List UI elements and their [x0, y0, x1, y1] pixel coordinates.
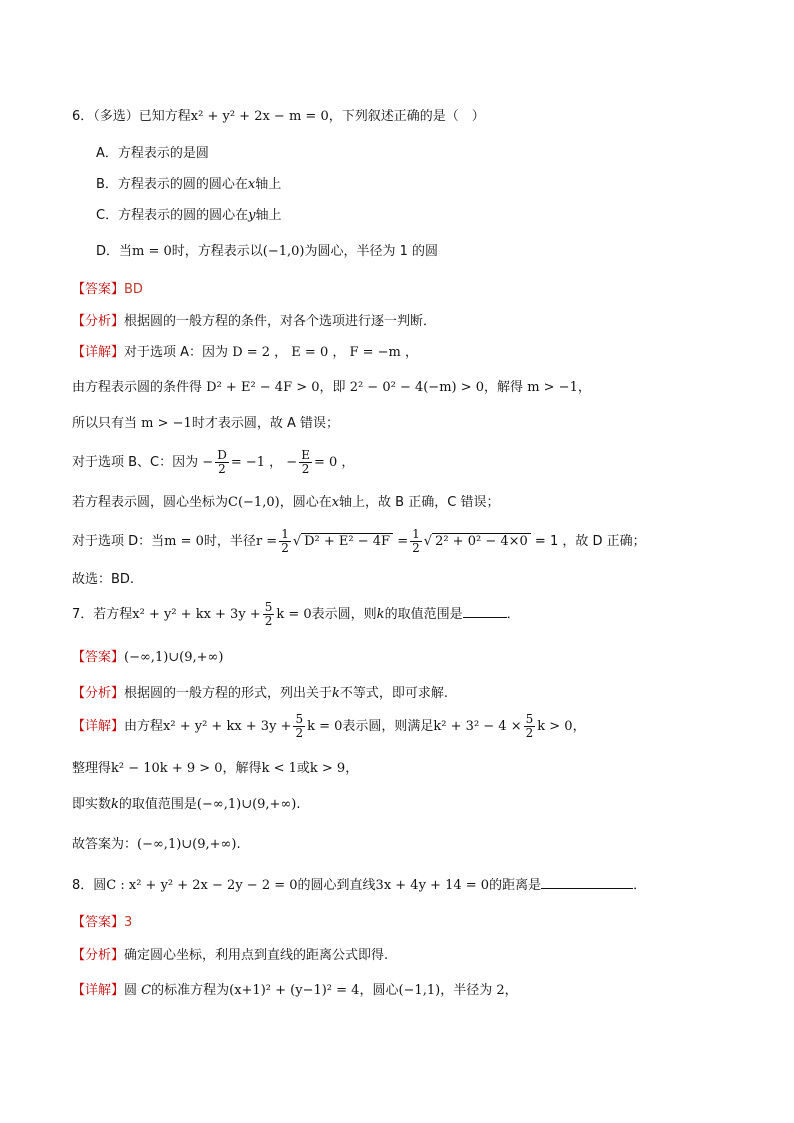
q6-option-d: D．当m = 0时，方程表示以(−1,0)为圆心，半径为 1 的圆	[96, 244, 439, 259]
q7-analysis: 【分析】根据圆的一般方程的形式，列出关于k不等式，即可求解.	[72, 686, 449, 701]
q6-conclusion: 故选：BD.	[72, 572, 135, 587]
q6-option-a: A．方程表示的是圆	[96, 146, 209, 161]
q8-answer-blank	[541, 876, 633, 889]
q8-analysis: 【分析】确定圆心坐标，利用点到直线的距离公式即得.	[72, 948, 389, 963]
q6-option-b: B．方程表示的圆的圆心在x轴上	[96, 177, 282, 192]
q7-answer-blank	[463, 605, 507, 618]
q6-sqrt-2: 2² + 0² − 4×0	[432, 533, 531, 549]
q6-frac-half-2: $\frac{1}{2}$	[412, 527, 420, 555]
q6-detail-2: 由方程表示圆的条件得 D² + E² − 4F > 0，即 2² − 0² − 4(−m) > 0，解得 m > −1，	[72, 380, 591, 395]
q6-frac-d: $\frac{D}{2}$	[217, 448, 227, 476]
q6-answer: 【答案】BD	[72, 282, 143, 297]
q6-detail-5: 若方程表示圆，圆心坐标为C(−1,0)，圆心在x轴上，故 B 正确，C 错误；	[72, 495, 500, 510]
q6-stem-post: ，下列叙述正确的是（ ）	[328, 109, 485, 124]
q7-detail-1: 【详解】由方程x² + y² + kx + 3y + $\frac{5}{2}$ k = 0表示圆，则满足k² + 3² − 4 × $\frac{5}{2}$ k > 0，	[72, 712, 586, 740]
q6-detail-3: 所以只有当 m > −1时才表示圆，故 A 错误；	[72, 416, 339, 431]
q6-equation: x² + y² + 2x − m = 0	[190, 109, 329, 124]
q6-detail-4: 对于选项 B、C：因为 − $\frac{D}{2}$ = −1 ， − $\frac{E}{2}$ = 0 ，	[72, 448, 355, 476]
q8-answer: 【答案】3	[72, 915, 133, 930]
q7-detail-3: 即实数k的取值范围是(−∞,1)∪(9,+∞).	[72, 797, 301, 812]
q6-sqrt-1: D² + E² − 4F	[301, 533, 393, 549]
q7-conclusion: 故答案为：(−∞,1)∪(9,+∞).	[72, 837, 241, 852]
q6-analysis: 【分析】根据圆的一般方程的条件，对各个选项进行逐一判断．	[72, 314, 437, 329]
q7-answer: 【答案】(−∞,1)∪(9,+∞)	[72, 650, 224, 665]
q7-detail-2: 整理得k² − 10k + 9 > 0，解得k < 1或k > 9，	[72, 761, 359, 776]
q6-detail-6: 对于选项 D：当m = 0时，半径r = $\frac{1}{2}$ √ D² + E² − 4F = $\frac{1}{2}$ √ 2² + 0² − 4×0 = 1 ，故 D 正确；	[72, 527, 646, 555]
q6-option-c: C．方程表示的圆的圆心在y轴上	[96, 208, 282, 223]
q7-stem: 7．若方程x² + y² + kx + 3y + $\frac{5}{2}$ k = 0表示圆，则k的取值范围是 ．	[72, 600, 520, 628]
q7-frac: $\frac{5}{2}$	[264, 600, 273, 628]
q8-detail: 【详解】圆 C的标准方程为(x+1)² + (y−1)² = 4，圆心(−1,1)，半径为 2，	[72, 983, 518, 998]
q6-stem-pre: 6．（多选）已知方程	[72, 109, 191, 124]
q6-frac-e: $\frac{E}{2}$	[301, 448, 310, 476]
q6-frac-half-1: $\frac{1}{2}$	[281, 527, 289, 555]
q8-stem: 8．圆C : x² + y² + 2x − 2y − 2 = 0的圆心到直线3x + 4y + 14 = 0的距离是 ．	[72, 878, 647, 893]
q6-detail-1: 【详解】对于选项 A：因为 D = 2 ， E = 0 ， F = −m ，	[72, 345, 419, 360]
q6-stem	[72, 108, 485, 126]
